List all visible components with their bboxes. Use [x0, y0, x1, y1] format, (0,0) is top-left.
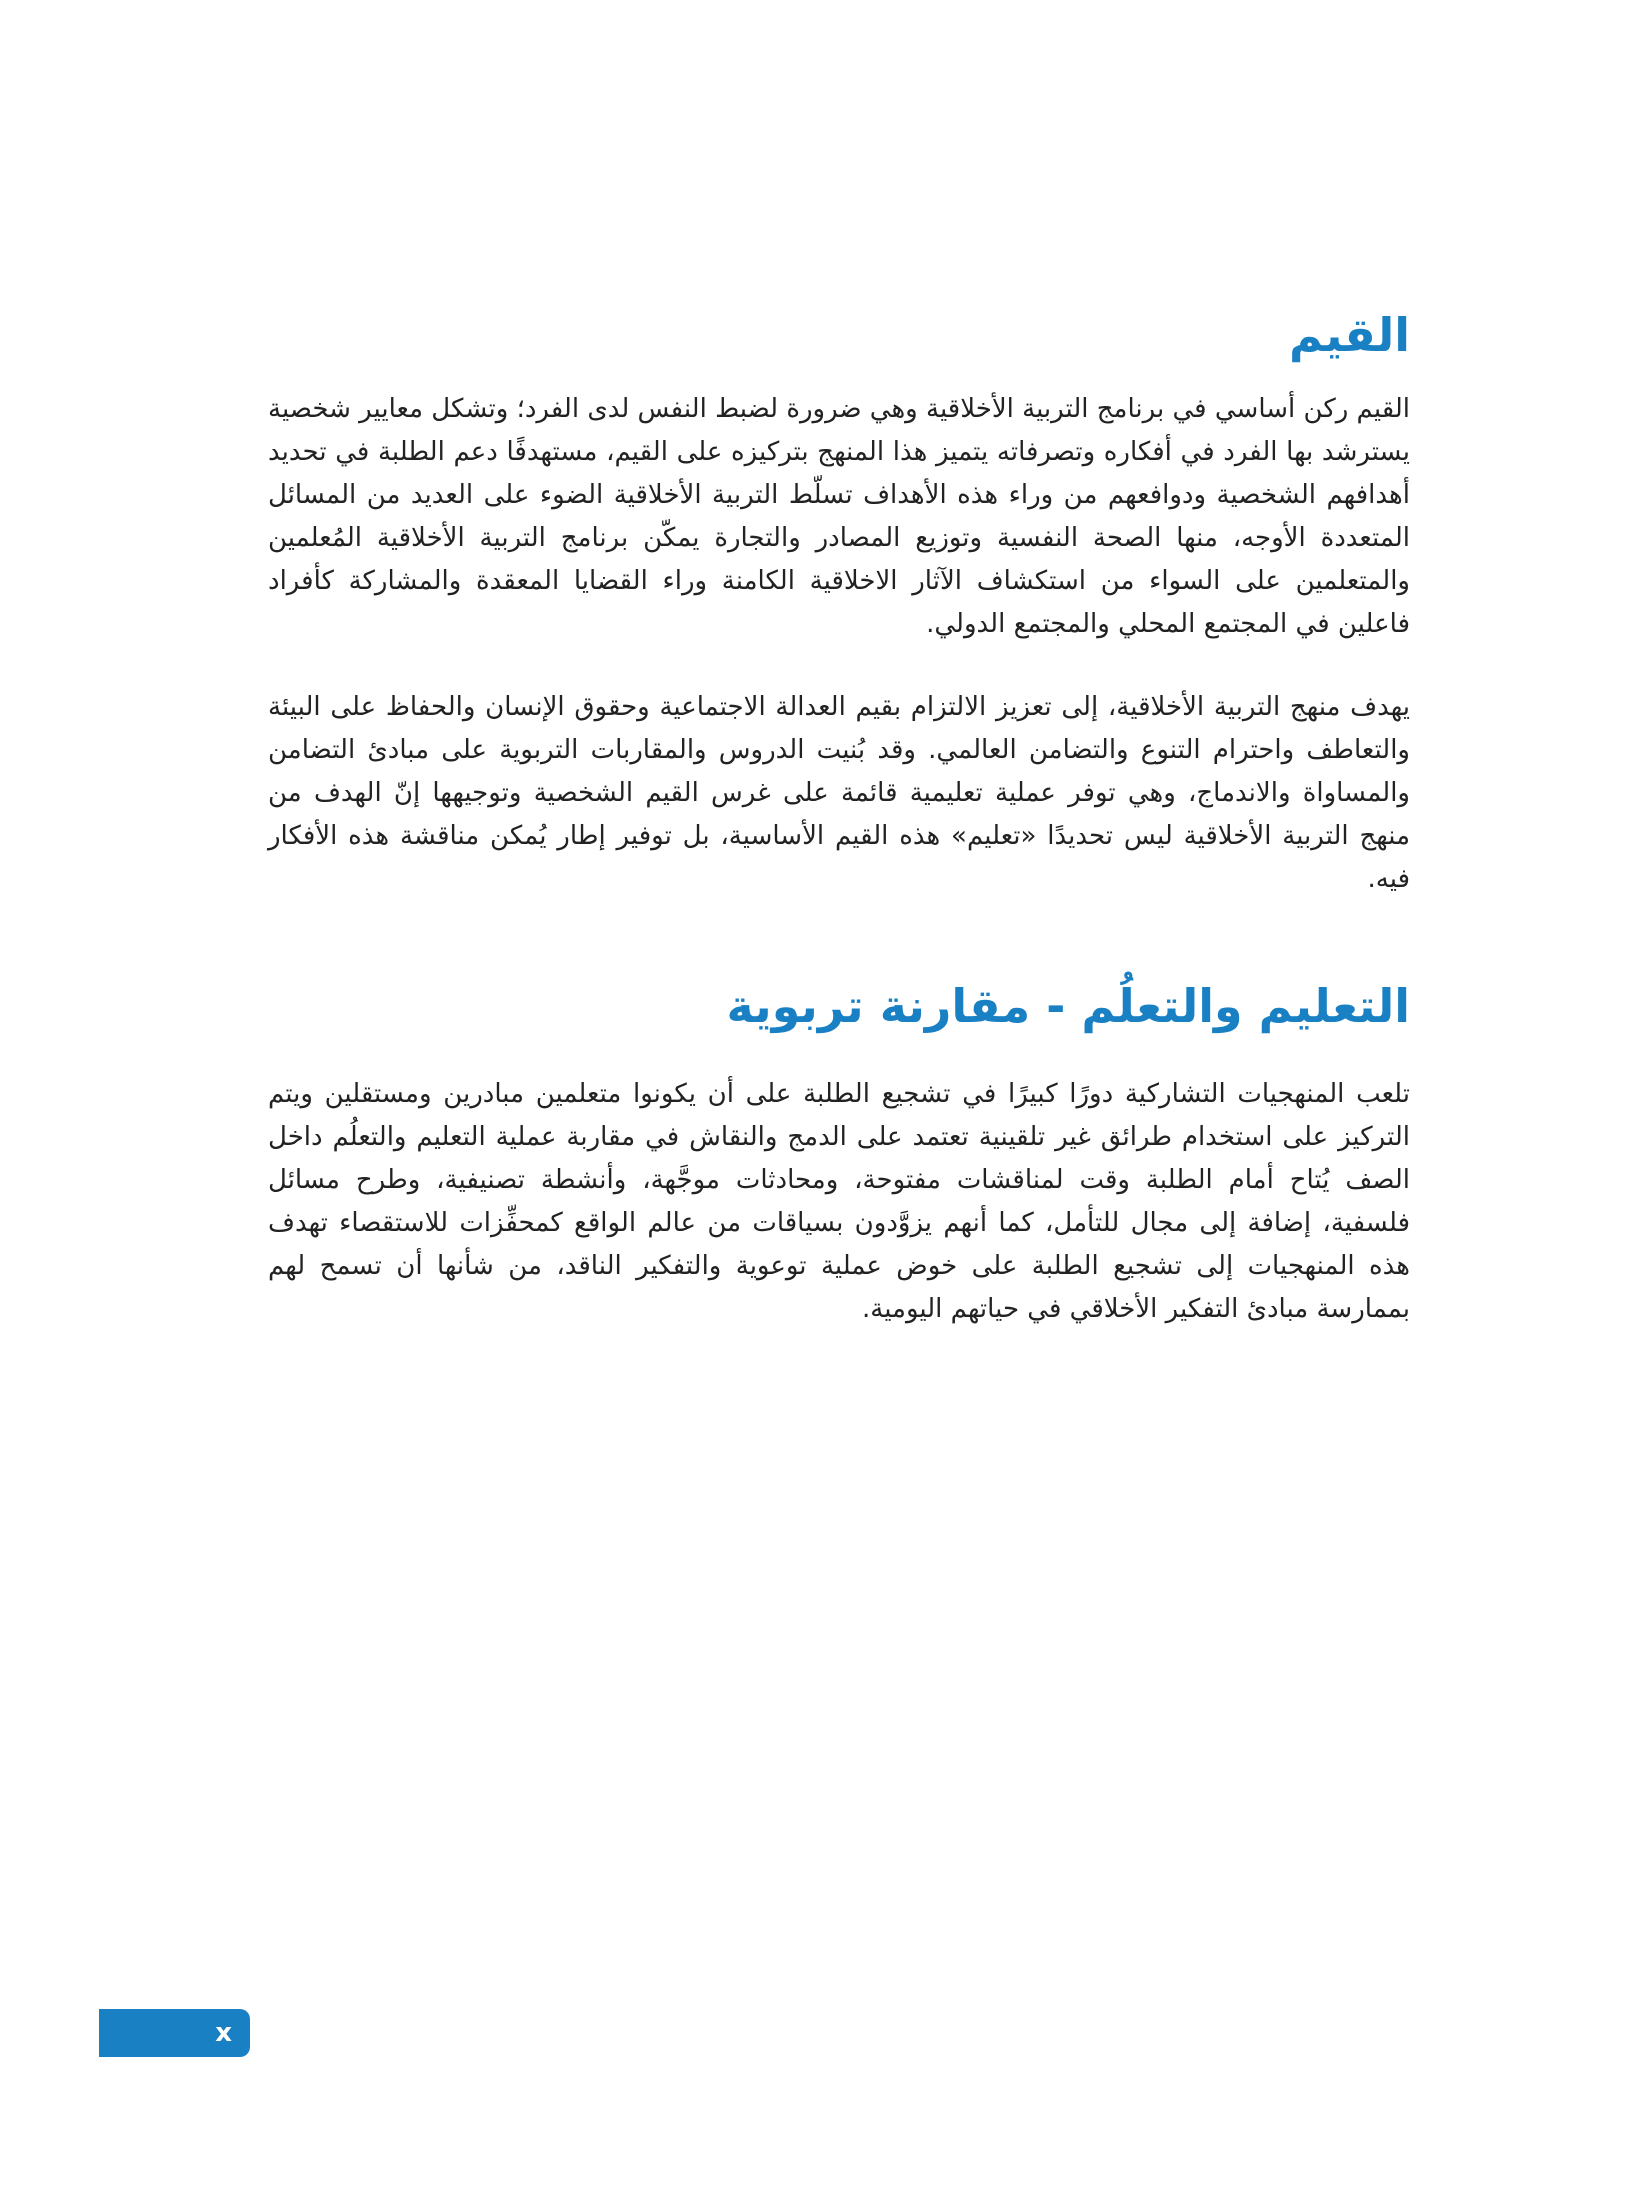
paragraph-teaching-learning: تلعب المنهجيات التشاركية دورًا كبيرًا في تشجيع الطلبة على أن يكونوا متعلمين مبادرين ومستقلين ويتم التركيز على استخدام طرائق غير تلقينية تعتمد على الدمج والنقاش في مقاربة عملية التعليم والتعلُم داخل الصف يُتاح أمام الطلبة وقت لمناقشات مفتوحة، ومحادثات موجَّهة، وأنشطة تصنيفية، وطرح مسائل فلسفية، إضافة إلى مجال للتأمل، كما أنهم يزوَّدون بسياقات من عالم الواقع كمحفِّزات للاستقصاء تهدف هذه المنهجيات إلى تشجيع الطلبة على خوض عملية توعوية والتفكير الناقد، من شأنها أن تسمح لهم بممارسة مبادئ التفكير الأخلاقي في حياتهم اليومية.	[268, 1079, 1410, 1324]
page-number-tab	[99, 2009, 250, 2057]
section-heading-teaching-learning: التعليم والتعلُم - مقارنة تربوية	[726, 979, 1410, 1033]
page-content	[268, 290, 1410, 1331]
paragraph-values-goals: يهدف منهج التربية الأخلاقية، إلى تعزيز الالتزام بقيم العدالة الاجتماعية وحقوق الإنسان والحفاظ على البيئة والتعاطف واحترام التنوع والتضامن العالمي. وقد بُنيت الدروس والمقاربات التربوية على مبادئ التضامن والمساواة والاندماج، وهي توفر عملية تعليمية قائمة على غرس القيم الشخصية وتوجيهها إنّ الهدف من منهج التربية الأخلاقية ليس تحديدًا «تعليم» هذه القيم الأساسية، بل توفير إطار يُمكن مناقشة هذه الأفكار فيه.	[268, 692, 1410, 894]
page-number: x	[215, 2018, 232, 2048]
section-heading-values: القيم	[1289, 308, 1410, 362]
paragraph-values-intro: القيم ركن أساسي في برنامج التربية الأخلاقية وهي ضرورة لضبط النفس لدى الفرد؛ وتشكل معايير شخصية يسترشد بها الفرد في أفكاره وتصرفاته يتميز هذا المنهج بتركيزه على القيم، مستهدفًا دعم الطلبة في تحديد أهدافهم الشخصية ودوافعهم من وراء هذه الأهداف تسلّط التربية الأخلاقية الضوء على العديد من المسائل المتعددة الأوجه، منها الصحة النفسية وتوزيع المصادر والتجارة يمكّن برنامج التربية الأخلاقية المُعلمين والمتعلمين على السواء من استكشاف الآثار الاخلاقية الكامنة وراء القضايا المعقدة والمشاركة كأفراد فاعلين في المجتمع المحلي والمجتمع الدولي.	[268, 394, 1410, 639]
